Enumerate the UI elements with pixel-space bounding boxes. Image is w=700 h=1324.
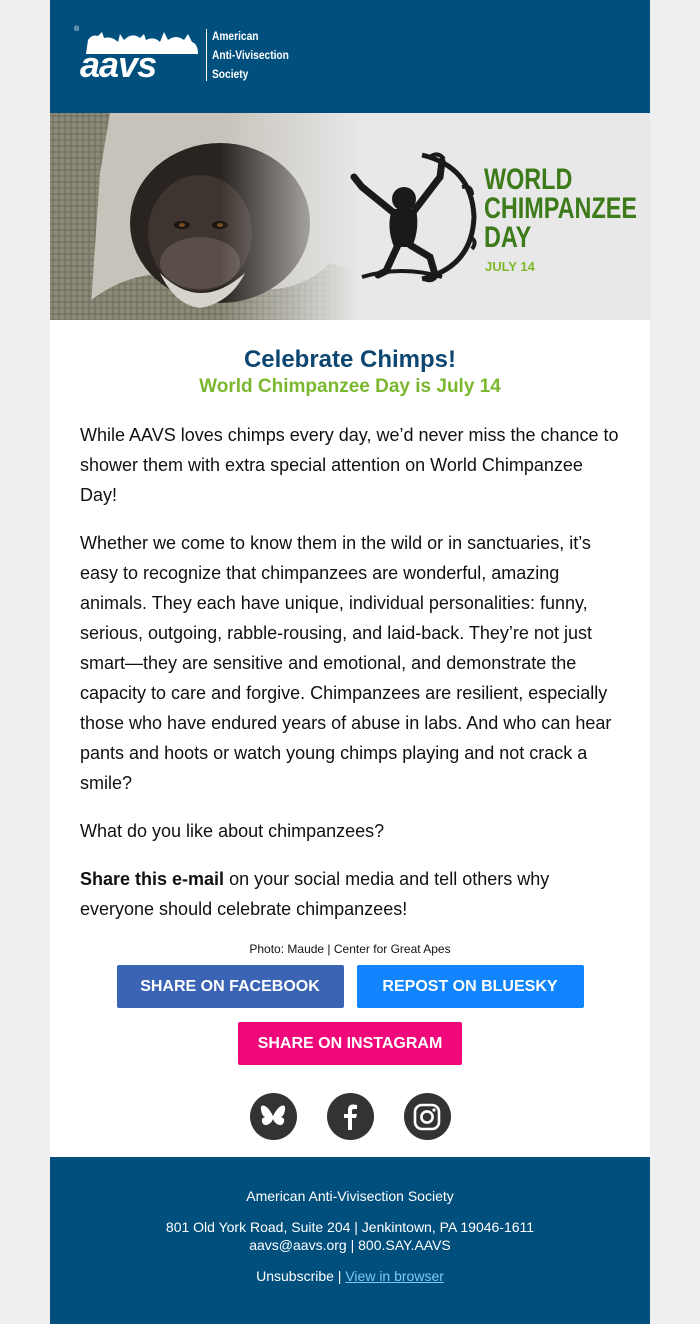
chimpanzee-photo <box>50 113 360 320</box>
registered-mark: ® <box>74 26 80 33</box>
logo-wordmark: aavs <box>80 44 157 85</box>
subheadline: World Chimpanzee Day is July 14 <box>199 376 501 397</box>
facebook-icon[interactable] <box>327 1093 374 1140</box>
logo-mark <box>74 26 202 85</box>
repost-on-bluesky-button[interactable]: REPOST ON BLUESKY <box>357 965 584 1008</box>
unsubscribe-link[interactable]: Unsubscribe <box>256 1268 334 1284</box>
logo-org-name <box>212 27 289 84</box>
paragraph-4 <box>80 864 620 924</box>
world-chimpanzee-day-badge <box>342 147 637 287</box>
badge-title <box>484 165 637 252</box>
footer-address: 801 Old York Road, Suite 204 | Jenkintown, PA 19046-1611 <box>165 1219 535 1235</box>
header <box>50 0 650 113</box>
share-buttons-row-1 <box>80 965 620 1008</box>
logo-divider <box>206 29 207 81</box>
share-buttons-row-2 <box>80 1022 620 1065</box>
footer-address-block <box>50 1218 650 1254</box>
share-email-bold: Share this e-mail <box>80 869 225 889</box>
social-icons-row <box>80 1093 620 1140</box>
share-on-facebook-button[interactable]: SHARE ON FACEBOOK <box>117 965 344 1008</box>
photo-caption: Photo: Maude | Center for Great Apes <box>249 942 451 956</box>
paragraph-2: Whether we come to know them in the wild or in sanctuaries, it’s easy to recognize that chimpanzees are wonderful, amazing animals. They each have unique, individual personalities: funny, serious, outgoing, rabble-rousing, and laid-back. They’re not just smart—they are sensitive and emotional, and demonstrate the capacity to care and forgive. Chimpanzees are resilient, especially those who have endured years of abuse in labs. And who can hear pants and hoots or watch young chimps playing and not crack a smile? <box>80 533 612 793</box>
badge-title-line-2: CHIMPANZEE <box>484 192 637 225</box>
footer-org-name: American Anti-Vivisection Society <box>246 1188 454 1204</box>
aavs-logo[interactable] <box>74 26 302 85</box>
share-on-instagram-button[interactable]: SHARE ON INSTAGRAM <box>238 1022 462 1065</box>
headline: Celebrate Chimps! <box>243 346 457 373</box>
instagram-icon[interactable] <box>404 1093 451 1140</box>
paragraph-4-rest: on your social media and tell others why everyone should celebrate chimpanzees! <box>80 869 550 919</box>
chimpanzee-swinging-icon <box>342 147 482 287</box>
view-in-browser-link[interactable]: View in browser <box>345 1268 444 1284</box>
logo-line-2: Anti-Vivisection <box>212 47 289 62</box>
logo-line-3: Society <box>212 66 249 81</box>
email-container <box>50 0 650 1324</box>
badge-date: JULY 14 <box>485 259 535 274</box>
footer-link-separator: | <box>333 1268 346 1284</box>
bluesky-icon[interactable] <box>250 1093 297 1140</box>
footer <box>50 1157 650 1324</box>
article-body <box>50 320 650 1140</box>
footer-contact: aavs@aavs.org | 800.SAY.AAVS <box>249 1237 451 1253</box>
hero-banner[interactable] <box>50 113 650 320</box>
paragraph-3: What do you like about chimpanzees? <box>80 821 385 841</box>
badge-title-line-3: DAY <box>484 221 532 254</box>
badge-title-line-1: WORLD <box>484 163 573 196</box>
footer-links <box>50 1268 650 1284</box>
paragraph-1: While AAVS loves chimps every day, we’d never miss the chance to shower them with extra special attention on World Chimpanzee Day! <box>80 425 619 505</box>
logo-line-1: American <box>212 28 259 43</box>
